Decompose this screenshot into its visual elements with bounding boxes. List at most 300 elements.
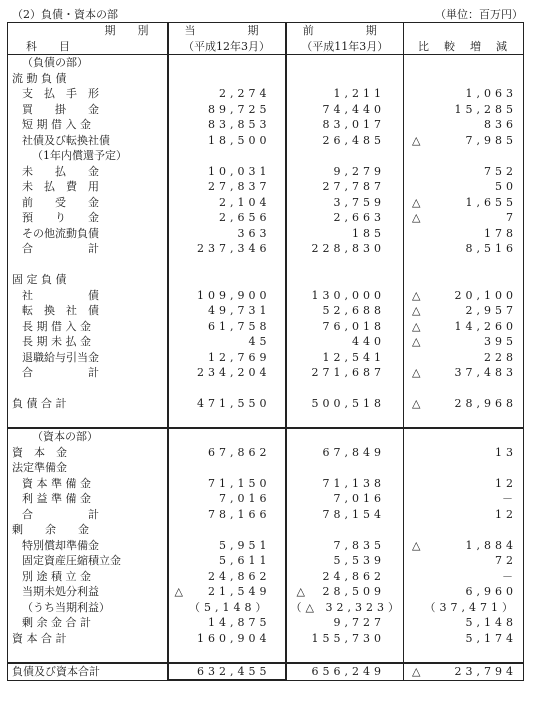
current-cell-value: 2,656 <box>219 211 271 224</box>
table-row <box>8 569 524 585</box>
previous-cell <box>286 381 404 397</box>
row-label <box>8 210 168 226</box>
row-label-text: 固 定 負 債 <box>12 273 67 286</box>
previous-cell-value: 5,539 <box>333 554 385 567</box>
table-row <box>8 600 524 616</box>
item-header: 科 目 <box>8 39 168 55</box>
negative-mark: △ <box>412 664 421 678</box>
diff-cell-value: － <box>502 492 517 505</box>
table-row <box>8 210 524 226</box>
table-row <box>8 195 524 211</box>
diff-cell <box>404 615 524 631</box>
table-row <box>8 538 524 554</box>
table-row <box>8 491 524 507</box>
current-cell <box>168 241 286 257</box>
table-row <box>8 460 524 476</box>
previous-cell-value: 155,730 <box>311 631 385 645</box>
row-label-text: 合 計 <box>22 366 99 379</box>
current-cell-value: 24,862 <box>208 569 271 583</box>
current-cell-value: （5,148） <box>189 600 271 614</box>
row-label <box>8 412 168 429</box>
diff-cell <box>404 71 524 87</box>
row-label-text: 長 期 借 入 金 <box>22 319 91 333</box>
current-cell-value: 45 <box>248 335 271 348</box>
previous-cell <box>286 460 404 476</box>
table-row <box>8 553 524 569</box>
diff-cell <box>404 133 524 149</box>
header-row-1 <box>8 23 524 39</box>
row-label <box>8 476 168 492</box>
current-period-header: 当 期 <box>168 23 286 39</box>
current-cell-value: 10,031 <box>208 164 271 178</box>
previous-cell <box>286 102 404 118</box>
current-cell <box>168 569 286 585</box>
diff-cell <box>404 210 524 226</box>
table-row <box>8 71 524 87</box>
diff-cell-value: 7,985 <box>465 133 517 147</box>
balance-sheet-body <box>8 23 524 681</box>
previous-cell-value: 27,787 <box>322 180 385 193</box>
current-cell <box>168 381 286 397</box>
row-label-text: 負 債 合 計 <box>12 397 67 410</box>
diff-cell <box>404 319 524 335</box>
diff-cell <box>404 663 524 681</box>
diff-cell-value: 28,968 <box>454 397 517 410</box>
previous-date-header: （平成11年3月） <box>286 39 404 55</box>
current-cell <box>168 412 286 429</box>
diff-cell <box>404 428 524 445</box>
previous-cell <box>286 179 404 195</box>
table-row <box>8 646 524 663</box>
table-row <box>8 445 524 461</box>
diff-cell-value: 37,483 <box>454 366 517 379</box>
diff-cell-value: 8,516 <box>465 242 517 255</box>
current-cell <box>168 522 286 538</box>
previous-cell <box>286 334 404 350</box>
row-label-text: 短 期 借 入 金 <box>22 118 91 131</box>
negative-mark: △ <box>412 211 421 224</box>
row-label <box>8 133 168 149</box>
previous-cell-value: 71,138 <box>322 476 385 490</box>
row-label <box>8 428 168 445</box>
table-row <box>8 102 524 118</box>
row-label <box>8 319 168 335</box>
current-cell-value: 71,150 <box>208 476 271 490</box>
diff-cell-value: 14,260 <box>454 319 517 333</box>
diff-cell-value: 5,174 <box>465 631 517 645</box>
current-cell-value: 14,875 <box>208 616 271 629</box>
negative-mark: △ <box>174 585 183 598</box>
diff-cell <box>404 164 524 180</box>
row-label-text: 買 掛 金 <box>22 102 99 116</box>
row-label <box>8 445 168 461</box>
unit-label: （単位：百万円） <box>435 8 523 21</box>
current-cell <box>168 133 286 149</box>
previous-cell-value: 440 <box>352 335 385 348</box>
previous-cell-value: 9,279 <box>333 164 385 178</box>
current-cell <box>168 303 286 319</box>
table-row <box>8 288 524 304</box>
row-label <box>8 538 168 554</box>
diff-cell-value: 1,655 <box>465 195 517 209</box>
row-label-text: 未 払 金 <box>22 164 99 178</box>
previous-cell <box>286 584 404 600</box>
period-header: 期 別 <box>8 23 168 39</box>
previous-cell-value: 228,830 <box>311 242 385 255</box>
current-cell <box>168 600 286 616</box>
previous-cell <box>286 148 404 164</box>
current-cell-value: 12,769 <box>208 350 271 364</box>
current-cell <box>168 257 286 273</box>
table-row <box>8 615 524 631</box>
previous-cell-value: 28,509 <box>322 585 385 598</box>
previous-cell-value: 26,485 <box>322 133 385 147</box>
row-label-text: 未 払 費 用 <box>22 180 99 193</box>
previous-cell-value: 52,688 <box>322 304 385 317</box>
row-label-text: 負債及び資本合計 <box>12 664 100 678</box>
previous-cell <box>286 365 404 381</box>
row-label <box>8 257 168 273</box>
diff-cell <box>404 569 524 585</box>
table-row <box>8 241 524 257</box>
row-label <box>8 584 168 600</box>
diff-cell <box>404 226 524 242</box>
row-label-text: 社 債 <box>22 288 99 302</box>
previous-cell-value: 12,541 <box>322 350 385 364</box>
current-cell <box>168 210 286 226</box>
row-label <box>8 553 168 569</box>
diff-cell-value: 72 <box>495 554 517 567</box>
row-label <box>8 460 168 476</box>
current-cell-value: 49,731 <box>208 304 271 317</box>
table-row <box>8 631 524 647</box>
diff-cell <box>404 272 524 288</box>
current-date-header: （平成12年3月） <box>168 39 286 55</box>
row-label-text: 社債及び転換社債 <box>22 133 110 147</box>
diff-cell-value: 23,794 <box>454 664 517 678</box>
current-cell <box>168 195 286 211</box>
previous-cell <box>286 350 404 366</box>
table-row <box>8 428 524 445</box>
negative-mark: △ <box>412 133 421 147</box>
previous-cell-value: 74,440 <box>322 102 385 116</box>
previous-cell <box>286 553 404 569</box>
diff-cell <box>404 241 524 257</box>
diff-cell <box>404 365 524 381</box>
diff-cell-value: 6,960 <box>465 585 517 598</box>
diff-cell-value: － <box>502 569 517 583</box>
previous-cell <box>286 396 404 412</box>
row-label-text: 固定資産圧縮積立金 <box>22 554 121 567</box>
previous-cell <box>286 476 404 492</box>
table-row <box>8 133 524 149</box>
table-row <box>8 334 524 350</box>
current-cell <box>168 334 286 350</box>
previous-cell-value: 500,518 <box>311 397 385 410</box>
diff-cell <box>404 507 524 523</box>
previous-cell <box>286 569 404 585</box>
current-cell <box>168 553 286 569</box>
row-label <box>8 148 168 164</box>
previous-cell <box>286 615 404 631</box>
diff-cell <box>404 445 524 461</box>
negative-mark: △ <box>412 366 421 379</box>
negative-mark: △ <box>296 585 305 598</box>
previous-cell <box>286 507 404 523</box>
row-label <box>8 615 168 631</box>
row-label <box>8 288 168 304</box>
row-label <box>8 179 168 195</box>
current-cell <box>168 102 286 118</box>
previous-cell-value: （△ 32,323） <box>290 600 403 614</box>
previous-cell <box>286 71 404 87</box>
current-cell-value: 234,204 <box>197 366 271 379</box>
diff-cell <box>404 476 524 492</box>
row-label <box>8 646 168 663</box>
diff-cell-value: （37,471） <box>424 600 517 614</box>
row-label-text: 前 受 金 <box>22 195 99 209</box>
table-row <box>8 272 524 288</box>
table-row <box>8 584 524 600</box>
table-row <box>8 226 524 242</box>
current-cell <box>168 476 286 492</box>
previous-cell-value: 271,687 <box>311 366 385 379</box>
row-label-text: 資 本 合 計 <box>12 631 67 645</box>
current-cell-value: 7,016 <box>219 492 271 505</box>
row-label <box>8 117 168 133</box>
current-cell <box>168 179 286 195</box>
current-cell-value: 632,455 <box>197 664 271 678</box>
table-row <box>8 179 524 195</box>
negative-mark: △ <box>412 335 421 348</box>
row-label <box>8 102 168 118</box>
current-cell-value: 109,900 <box>197 288 271 302</box>
row-label <box>8 55 168 71</box>
row-label-text: （資本の部） <box>32 430 98 443</box>
previous-cell <box>286 412 404 429</box>
current-cell <box>168 55 286 71</box>
diff-header: 比 較 増 減 <box>404 39 524 55</box>
row-label-text: 剰 余 金 <box>12 523 89 536</box>
current-cell <box>168 631 286 647</box>
row-label <box>8 507 168 523</box>
current-cell <box>168 396 286 412</box>
current-cell <box>168 584 286 600</box>
current-cell <box>168 365 286 381</box>
diff-cell-value: 50 <box>495 180 517 193</box>
negative-mark: △ <box>412 195 421 209</box>
row-label-text: 合 計 <box>22 507 99 521</box>
row-label <box>8 226 168 242</box>
row-label-text: 合 計 <box>22 242 99 255</box>
current-cell-value: 160,904 <box>197 631 271 645</box>
diff-cell-value: 178 <box>484 226 517 240</box>
previous-period-header: 前 期 <box>286 23 404 39</box>
diff-cell <box>404 491 524 507</box>
row-label-text: 法定準備金 <box>12 461 67 474</box>
table-row <box>8 319 524 335</box>
current-cell-value: 61,758 <box>208 319 271 333</box>
diff-cell <box>404 334 524 350</box>
diff-cell <box>404 646 524 663</box>
current-cell <box>168 226 286 242</box>
previous-cell <box>286 241 404 257</box>
table-row <box>8 350 524 366</box>
diff-cell <box>404 148 524 164</box>
current-cell-value: 5,611 <box>219 554 271 567</box>
current-cell <box>168 272 286 288</box>
table-row <box>8 257 524 273</box>
diff-cell-value: 395 <box>484 335 517 348</box>
table-row <box>8 476 524 492</box>
diff-cell <box>404 179 524 195</box>
section-title: （2）負債・資本の部 <box>12 8 118 21</box>
previous-cell <box>286 445 404 461</box>
previous-cell <box>286 522 404 538</box>
diff-cell <box>404 600 524 616</box>
current-cell-value: 18,500 <box>208 133 271 147</box>
diff-cell <box>404 86 524 102</box>
row-label <box>8 164 168 180</box>
row-label-text: 流 動 負 債 <box>12 71 67 85</box>
previous-cell-value: 7,835 <box>333 538 385 552</box>
diff-cell <box>404 584 524 600</box>
negative-mark: △ <box>412 304 421 317</box>
previous-cell <box>286 195 404 211</box>
row-label <box>8 396 168 412</box>
current-cell-value: 27,837 <box>208 180 271 193</box>
previous-cell-value: 2,663 <box>333 211 385 224</box>
diff-cell-value: 1,884 <box>465 538 517 552</box>
row-label <box>8 381 168 397</box>
row-label-text: 支 払 手 形 <box>22 87 99 100</box>
current-cell <box>168 538 286 554</box>
row-label <box>8 86 168 102</box>
diff-cell-value: 1,063 <box>465 87 517 100</box>
diff-cell <box>404 538 524 554</box>
balance-sheet-table <box>7 22 524 681</box>
previous-cell-value: 24,862 <box>322 569 385 583</box>
previous-cell <box>286 303 404 319</box>
current-cell <box>168 86 286 102</box>
diff-cell <box>404 412 524 429</box>
diff-cell-value: 20,100 <box>454 288 517 302</box>
previous-cell-value: 130,000 <box>311 288 385 302</box>
current-cell <box>168 288 286 304</box>
previous-cell <box>286 55 404 71</box>
previous-cell <box>286 428 404 445</box>
previous-cell <box>286 538 404 554</box>
diff-cell <box>404 381 524 397</box>
row-label <box>8 272 168 288</box>
current-cell <box>168 460 286 476</box>
previous-cell <box>286 663 404 681</box>
diff-cell <box>404 303 524 319</box>
current-cell-value: 5,951 <box>219 538 271 552</box>
diff-cell <box>404 288 524 304</box>
current-cell <box>168 164 286 180</box>
negative-mark: △ <box>412 319 421 333</box>
previous-cell <box>286 257 404 273</box>
previous-cell-value: 1,211 <box>333 87 385 100</box>
table-row <box>8 55 524 71</box>
current-cell <box>168 71 286 87</box>
current-cell <box>168 615 286 631</box>
row-label-text: （うち当期利益） <box>22 600 110 614</box>
negative-mark: △ <box>412 397 421 410</box>
table-row <box>8 507 524 523</box>
diff-cell-value: 228 <box>484 350 517 364</box>
previous-cell <box>286 117 404 133</box>
table-row <box>8 522 524 538</box>
row-label-text: （1年内償還予定） <box>32 149 127 162</box>
current-cell-value: 67,862 <box>208 445 271 459</box>
previous-cell <box>286 210 404 226</box>
row-label <box>8 663 168 681</box>
row-label-text: 預 り 金 <box>22 211 99 224</box>
diff-cell-value: 12 <box>495 507 517 521</box>
row-label <box>8 631 168 647</box>
diff-cell <box>404 257 524 273</box>
table-row <box>8 148 524 164</box>
row-label-text: 剰 余 金 合 計 <box>22 616 91 629</box>
row-label-text: 特別償却準備金 <box>22 538 99 552</box>
previous-cell <box>286 600 404 616</box>
current-cell-value: 2,104 <box>219 195 271 209</box>
row-label-text: 利 益 準 備 金 <box>22 492 91 505</box>
diff-cell <box>404 522 524 538</box>
row-label <box>8 241 168 257</box>
row-label-text: 資 本 金 <box>12 445 67 459</box>
previous-cell <box>286 319 404 335</box>
current-cell-value: 237,346 <box>197 242 271 255</box>
previous-cell <box>286 631 404 647</box>
current-cell-value: 363 <box>237 226 271 240</box>
row-label <box>8 600 168 616</box>
current-cell-value: 21,549 <box>208 585 271 598</box>
current-cell-value: 89,725 <box>208 102 271 116</box>
table-row <box>8 303 524 319</box>
table-row <box>8 86 524 102</box>
table-row <box>8 412 524 429</box>
diff-cell <box>404 350 524 366</box>
previous-cell-value: 76,018 <box>322 319 385 333</box>
diff-cell-value: 836 <box>484 118 517 131</box>
previous-cell <box>286 288 404 304</box>
row-label-text: 長 期 未 払 金 <box>22 335 91 348</box>
diff-cell-value: 13 <box>495 445 517 459</box>
current-cell-value: 471,550 <box>197 397 271 410</box>
diff-cell-value: 2,957 <box>465 304 517 317</box>
row-label <box>8 195 168 211</box>
current-cell <box>168 507 286 523</box>
current-cell <box>168 319 286 335</box>
current-cell <box>168 445 286 461</box>
row-label-text: 転 換 社 債 <box>22 304 99 317</box>
previous-cell-value: 9,727 <box>333 616 385 629</box>
previous-cell <box>286 646 404 663</box>
previous-cell <box>286 164 404 180</box>
previous-cell-value: 78,154 <box>322 507 385 521</box>
current-cell <box>168 148 286 164</box>
header-row-2 <box>8 39 524 55</box>
previous-cell-value: 83,017 <box>322 118 385 131</box>
row-label-text: その他流動負債 <box>22 226 99 240</box>
diff-cell-value: 12 <box>495 476 517 490</box>
current-cell <box>168 491 286 507</box>
row-label-text: 退職給与引当金 <box>22 350 99 364</box>
current-cell <box>168 117 286 133</box>
